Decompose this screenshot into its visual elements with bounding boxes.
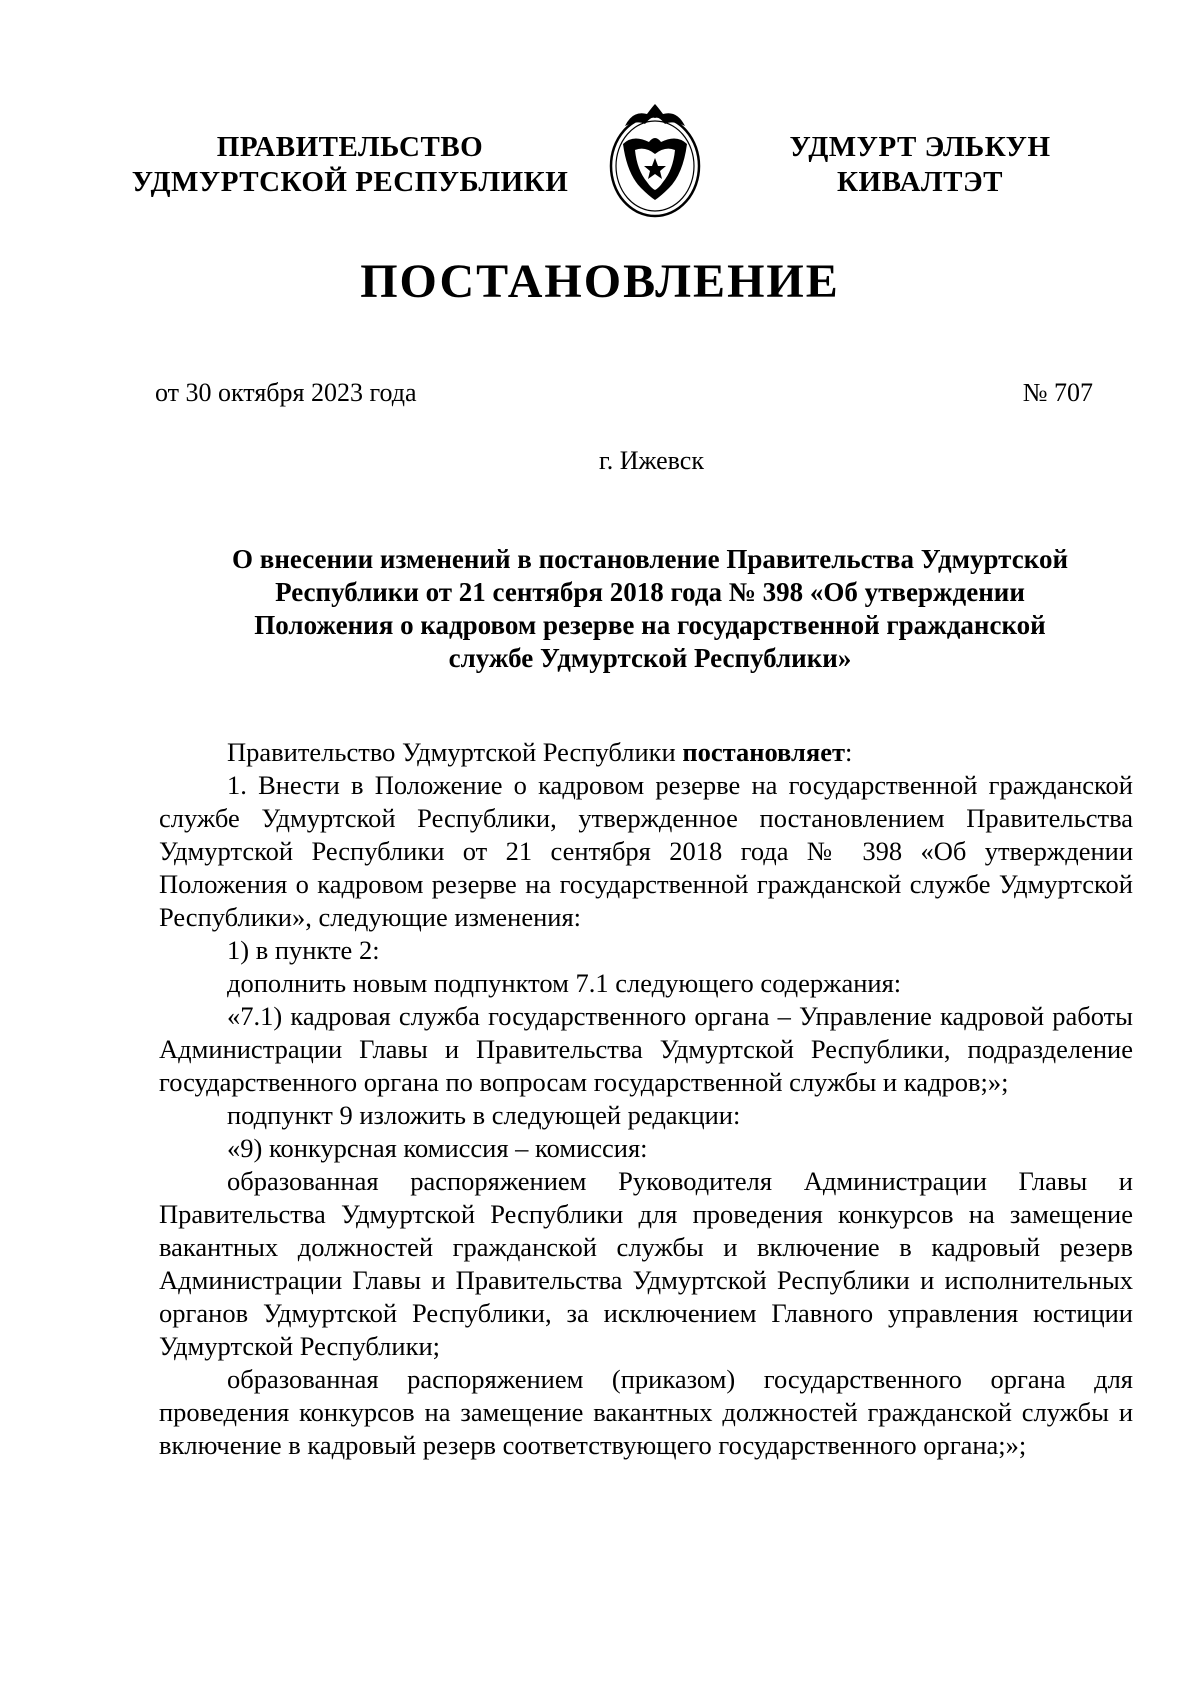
header-right xyxy=(760,130,1080,200)
body-paragraph: «7.1) кадровая служба государственного органа – Управление кадровой работы Администрации Главы и Правительства Удмуртской Республики, подразделение государственного органа по вопросам государственной службы и кадров;»; xyxy=(159,1001,1133,1097)
intro-colon: : xyxy=(845,737,853,767)
body-paragraph: 1) в пункте 2: xyxy=(227,935,380,965)
document-body xyxy=(159,736,1133,1462)
body-paragraph: образованная распоряжением Руководителя Администрации Главы и Правительства Удмуртской Республики для проведения конкурсов на замещение вакантных должностей гражданской службы и включение в кадровый резерв Администрации Главы и Правительства Удмуртской Республики и исполнительных органов Удмуртской Республики, за исключением Главного управления юстиции Удмуртской Республики; xyxy=(159,1166,1133,1361)
body-paragraph: «9) конкурсная комиссия – комиссия: xyxy=(227,1133,648,1163)
header-right-line1: УДМУРТ ЭЛЬКУН xyxy=(789,131,1051,163)
document-city: г. Ижевск xyxy=(599,446,704,475)
document-title: ПОСТАНОВЛЕНИЕ xyxy=(360,255,840,308)
header-left xyxy=(120,130,580,200)
document-number: № 707 xyxy=(1022,378,1093,407)
body-paragraph: образованная распоряжением (приказом) государственного органа для проведения конкурсов на замещение вакантных должностей гражданской службы и включение в кадровый резерв соответствующего государственного органа;»; xyxy=(159,1364,1133,1460)
intro-bold: постановляет xyxy=(682,737,846,767)
subject-line: Республики от 21 сентября 2018 года № 398 «Об утверждении xyxy=(275,577,1025,607)
document-date: от 30 октября 2023 года xyxy=(155,378,417,407)
header-left-line1: ПРАВИТЕЛЬСТВО xyxy=(216,131,484,163)
body-paragraph: 1. Внести в Положение о кадровом резерве на государственной гражданской службе Удмуртской Республики, утвержденное постановлением Правительства Удмуртской Республики от 21 сентября 2018 года № 398 «Об утверждении Положения о кадровом резерве на государственной гражданской службе Удмуртской Республики», следующие изменения: xyxy=(159,770,1133,932)
header-left-line2: УДМУРТСКОЙ РЕСПУБЛИКИ xyxy=(131,166,569,198)
intro-text: Правительство Удмуртской Республики xyxy=(227,737,683,767)
subject-line: службе Удмуртской Республики» xyxy=(448,643,852,673)
header-right-line2: КИВАЛТЭТ xyxy=(836,166,1003,198)
document-subject xyxy=(170,543,1130,675)
udmurt-coat-of-arms-icon xyxy=(603,104,707,224)
body-paragraph: подпункт 9 изложить в следующей редакции: xyxy=(227,1100,741,1130)
subject-line: О внесении изменений в постановление Правительства Удмуртской xyxy=(232,544,1068,574)
body-intro xyxy=(159,736,1133,769)
body-paragraph: дополнить новым подпунктом 7.1 следующего содержания: xyxy=(227,968,902,998)
subject-line: Положения о кадровом резерве на государственной гражданской xyxy=(254,610,1046,640)
